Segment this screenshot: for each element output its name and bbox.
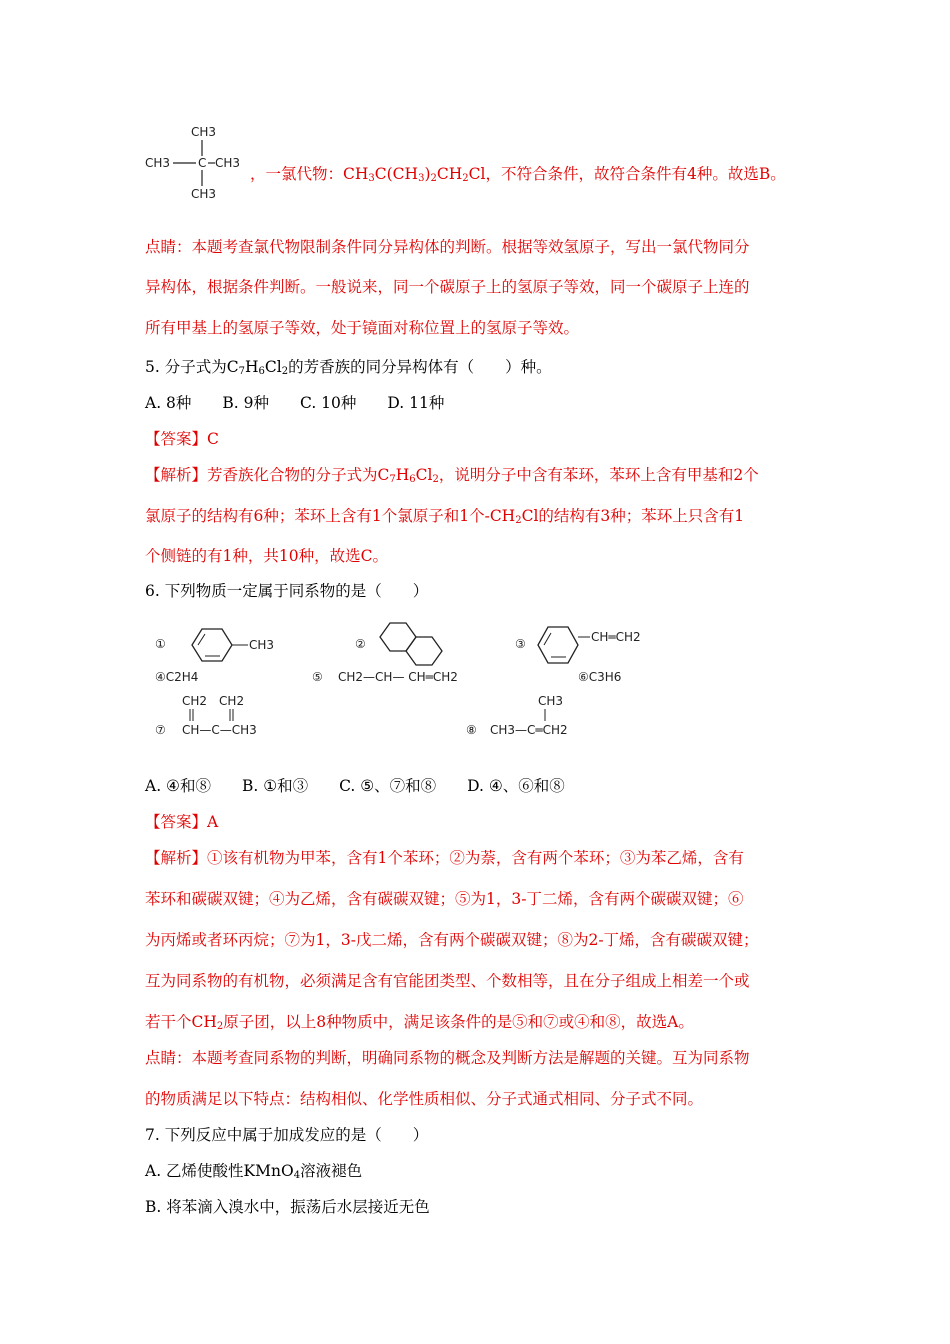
question-6: 6. 下列物质一定属于同系物的是（ ） [145, 582, 429, 600]
question-6-note-1: 点睛：本题考查同系物的判断，明确同系物的概念及判断方法是解题的关键。互为同系物 [145, 1049, 750, 1067]
compounds-figure [150, 615, 670, 750]
question-6-answer: 【答案】A [145, 813, 219, 831]
ch3-top: CH3 [191, 125, 217, 139]
methyl-1: CH3 [249, 638, 275, 652]
question-5-options: A. 8种 B. 9种 C. 10种 D. 11种 [145, 394, 445, 412]
label-6: ⑥C3H6 [578, 670, 622, 684]
question-7-option-b: B. 将苯滴入溴水中，振荡后水层接近无色 [145, 1198, 430, 1216]
vinyl-3: CH═CH2 [591, 630, 641, 644]
label-2: ② [355, 637, 366, 651]
q4-note-3: 所有甲基上的氢原子等效，处于镜面对称位置上的氢原子等效。 [145, 319, 580, 337]
label-7: ⑦ [155, 723, 166, 737]
question-7-option-a: A. 乙烯使酸性KMnO$_4$溶液褪色 [145, 1162, 363, 1181]
label-5: ⑤ [312, 670, 323, 684]
ch3-bottom: CH3 [191, 187, 217, 201]
question-6-options: A. ④和⑧ B. ①和③ C. ⑤、⑦和⑧ D. ④、⑥和⑧ [145, 777, 565, 795]
question-6-explanation-5: 若干个$CH_2$原子团，以上8种物质中，满足该条件的是⑤和⑦或④和⑧，故选A。 [145, 1013, 694, 1032]
label-4: ④C2H4 [155, 670, 199, 684]
q4-answer-end: ，一氯代物：$CH_3C(CH_3)_2CH_2Cl$，不符合条件，故符合条件有4种。故选B。 [250, 165, 786, 184]
ch3-right: CH3 [215, 156, 241, 170]
question-5-explanation-1: 【解析】芳香族化合物的分子式为$C_7H_6Cl_2$，说明分子中含有苯环，苯环上含有甲基和2个 [145, 466, 759, 485]
chain-5: CH2—CH— CH═CH2 [338, 670, 458, 684]
question-5: 5. 分子式为$C_7H_6Cl_2$的芳香族的同分异构体有（ ）种。 [145, 358, 552, 377]
question-6-explanation-2: 苯环和碳碳双键；④为乙烯，含有碳碳双键；⑤为1，3-丁二烯，含有两个碳碳双键；⑥ [145, 890, 744, 908]
chain-8: CH3—C═CH2 [490, 723, 568, 737]
question-5-explanation-3: 个侧链的有1种，共10种，故选C。 [145, 547, 388, 565]
question-6-explanation-1: 【解析】①该有机物为甲苯，含有1个苯环；②为萘，含有两个苯环；③为苯乙烯，含有 [145, 849, 744, 867]
question-7: 7. 下列反应中属于加成发应的是（ ） [145, 1126, 429, 1144]
neopentane-structure [145, 122, 255, 204]
label-8: ⑧ [466, 723, 477, 737]
question-5-explanation-2: 氯原子的结构有6种；苯环上含有1个氯原子和1个$-CH_2Cl$的结构有3种；苯环上只含有1 [145, 507, 745, 526]
chain-7: CH—C—CH3 [182, 723, 257, 737]
question-6-explanation-3: 为丙烯或者环丙烷；⑦为1，3-戊二烯，含有两个碳碳双键；⑧为2-丁烯，含有碳碳双键； [145, 931, 759, 949]
top-8: CH3 [538, 694, 564, 708]
top-7: CH2 CH2 [182, 694, 245, 708]
q4-note-2: 异构体，根据条件判断。一般说来，同一个碳原子上的氢原子等效，同一个碳原子上连的 [145, 278, 750, 296]
question-6-explanation-4: 互为同系物的有机物，必须满足含有官能团类型、个数相等，且在分子组成上相差一个或 [145, 972, 750, 990]
label-1: ① [155, 637, 166, 651]
question-6-note-2: 的物质满足以下特点：结构相似、化学性质相似、分子式通式相同、分子式不同。 [145, 1090, 704, 1108]
ch3-left: CH3 [145, 156, 171, 170]
question-5-answer: 【答案】C [145, 430, 219, 448]
label-3: ③ [515, 637, 526, 651]
carbon-center: C [198, 156, 207, 170]
q4-note-1: 点睛：本题考查氯代物限制条件同分异构体的判断。根据等效氢原子，写出一氯代物同分 [145, 238, 750, 256]
